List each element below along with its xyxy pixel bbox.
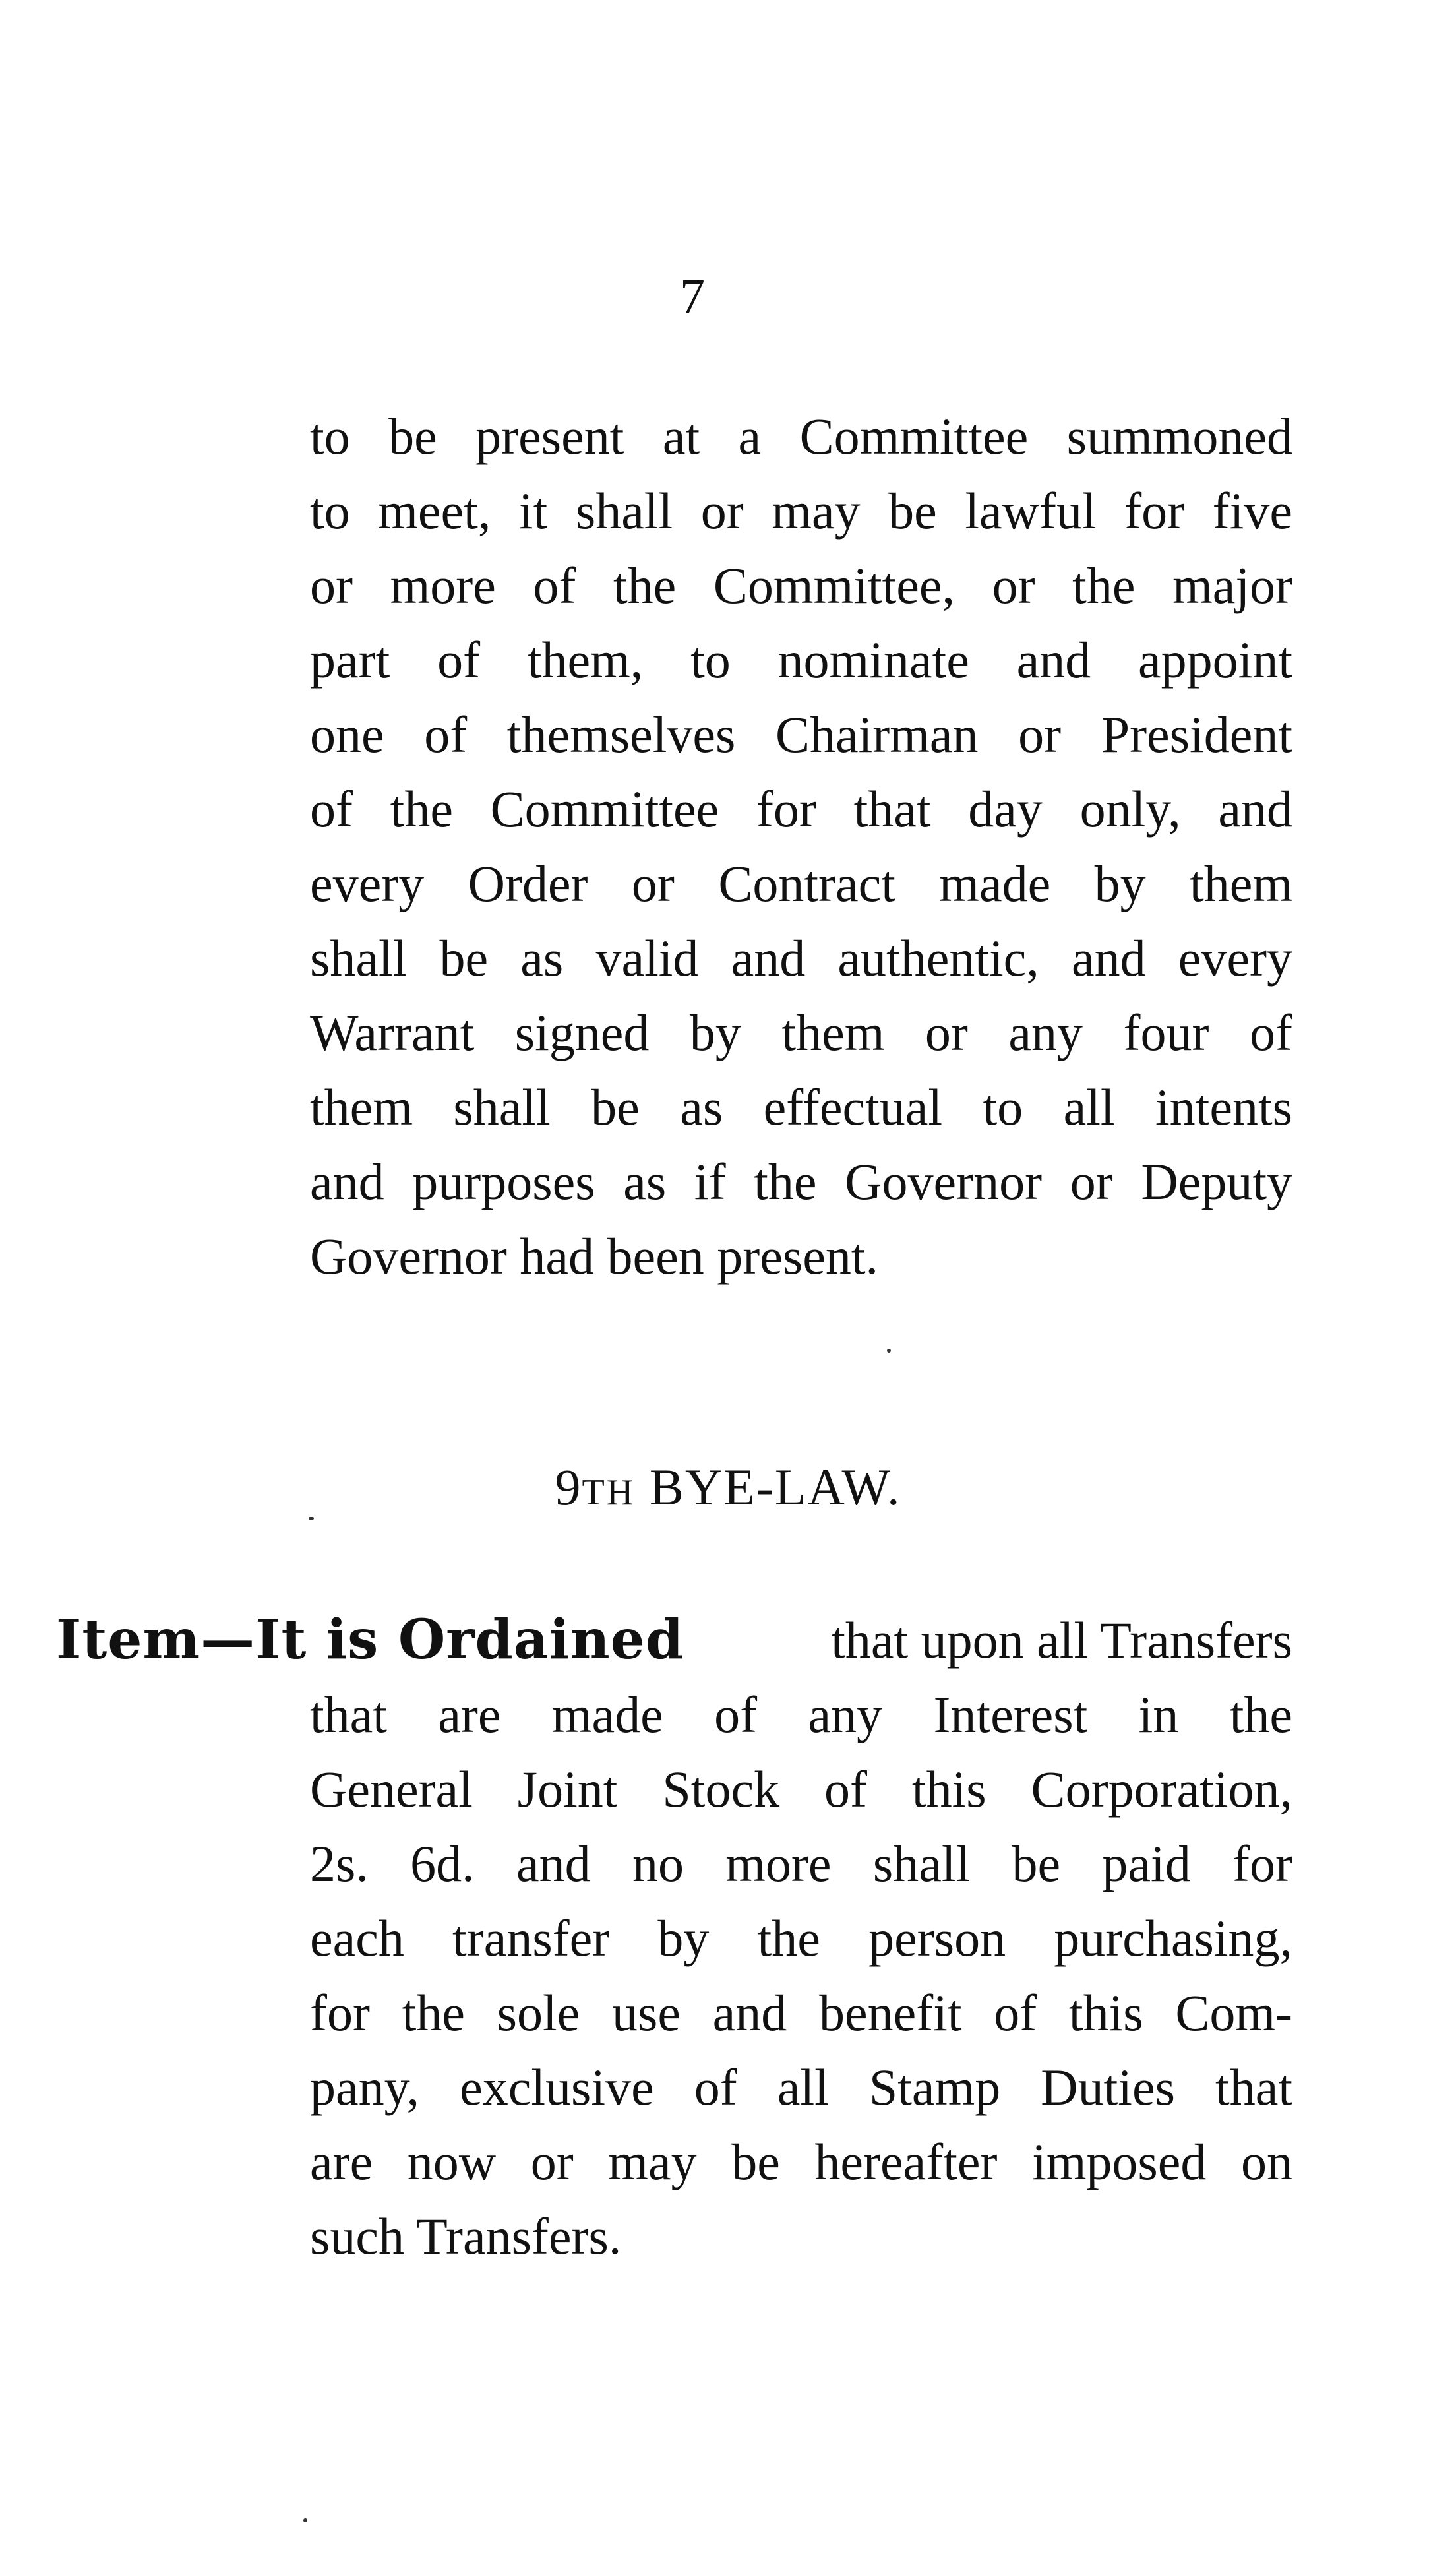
text-line: of the Committee for that day only, and <box>310 780 1292 838</box>
heading-title: BYE-LAW. <box>649 1458 901 1516</box>
text-line: General Joint Stock of this Corporation, <box>310 1760 1292 1818</box>
text-line: to be present at a Committee summoned <box>310 408 1292 465</box>
heading-ordinal: 9 <box>555 1458 582 1516</box>
text-line: each transfer by the person purchasing, <box>310 1909 1292 1967</box>
text-line: that are made of any Interest in the <box>310 1686 1292 1743</box>
text-line: are now or may be hereafter imposed on <box>310 2133 1292 2190</box>
text-line: shall be as valid and authentic, and every <box>310 929 1292 987</box>
paragraph-committee <box>310 399 1292 1293</box>
text-line: every Order or Contract made by them <box>310 855 1292 912</box>
text-line: one of themselves Chairman or President <box>310 706 1292 763</box>
text-line: Warrant signed by them or any four of <box>310 1004 1292 1061</box>
text-line: 2s. 6d. and no more shall be paid for <box>310 1835 1292 1892</box>
text-line: and purposes as if the Governor or Deputy <box>310 1153 1292 1210</box>
heading-ordinal-suffix: TH <box>582 1472 636 1513</box>
print-speck <box>303 2518 307 2522</box>
bye-law-heading <box>0 1451 1456 1529</box>
text-line: pany, exclusive of all Stamp Duties that <box>310 2059 1292 2116</box>
item-opening-line <box>56 1603 1292 1677</box>
print-speck <box>887 1349 891 1353</box>
text-line: to meet, it shall or may be lawful for five <box>310 482 1292 540</box>
page-number: 7 <box>680 269 705 325</box>
text-line: part of them, to nominate and appoint <box>310 631 1292 689</box>
text-line: them shall be as effectual to all intents <box>310 1078 1292 1136</box>
text-line: or more of the Committee, or the major <box>310 557 1292 614</box>
item-blackletter-opening: Item—It is Ordained <box>56 1608 684 1671</box>
item-opening-rest: that upon all Transfers <box>831 1611 1292 1669</box>
text-line: Governor had been present. <box>310 1227 878 1285</box>
text-line: such Transfers. <box>310 2208 622 2265</box>
paragraph-transfers <box>310 1677 1292 2274</box>
print-speck <box>309 1517 314 1520</box>
text-line: for the sole use and benefit of this Com- <box>310 1984 1292 2041</box>
